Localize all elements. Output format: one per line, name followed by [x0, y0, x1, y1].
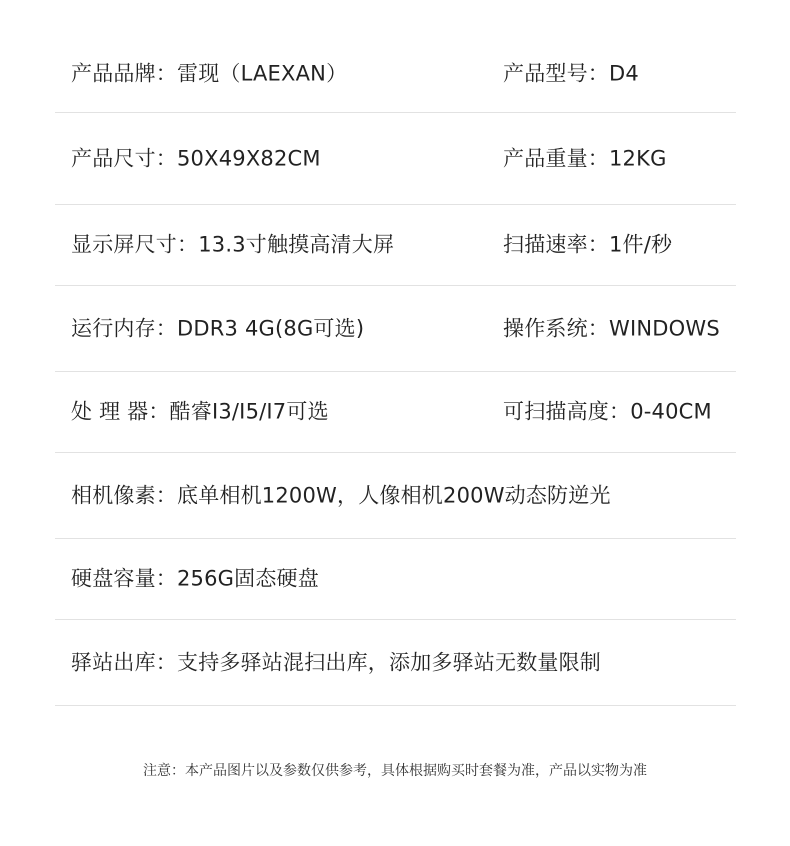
spec-cpu: 处 理 器：酷睿I3/I5/I7可选	[71, 399, 329, 424]
spec-size: 产品尺寸：50X49X82CM	[71, 146, 321, 170]
spec-weight: 产品重量：12KG	[503, 146, 667, 170]
spec-row-station	[55, 620, 736, 706]
spec-row-memory-os	[55, 286, 736, 372]
spec-brand: 产品品牌：雷现（LAEXAN）	[71, 61, 348, 86]
spec-row-camera	[55, 453, 736, 539]
disclaimer-note: 注意：本产品图片以及参数仅供参考，具体根据购买时套餐为准，产品以实物为准	[143, 763, 647, 779]
spec-scan-height: 可扫描高度：0-40CM	[503, 399, 712, 424]
spec-row-size-weight	[55, 113, 736, 205]
spec-storage: 硬盘容量：256G固态硬盘	[71, 566, 319, 591]
spec-memory: 运行内存：DDR3 4G(8G可选)	[71, 316, 365, 340]
spec-row-storage	[55, 539, 736, 620]
spec-screen: 显示屏尺寸：13.3寸触摸高清大屏	[71, 232, 395, 257]
spec-camera: 相机像素：底单相机1200W，人像相机200W动态防逆光	[71, 483, 611, 507]
spec-station: 驿站出库：支持多驿站混扫出库，添加多驿站无数量限制	[71, 650, 601, 674]
spec-row-brand-model	[55, 36, 736, 113]
spec-os: 操作系统：WINDOWS	[503, 316, 720, 340]
spec-table	[55, 36, 736, 706]
spec-row-cpu-height	[55, 372, 736, 453]
spec-row-screen-scanrate	[55, 205, 736, 286]
spec-scan-rate: 扫描速率：1件/秒	[503, 232, 673, 257]
spec-model: 产品型号：D4	[503, 61, 639, 86]
